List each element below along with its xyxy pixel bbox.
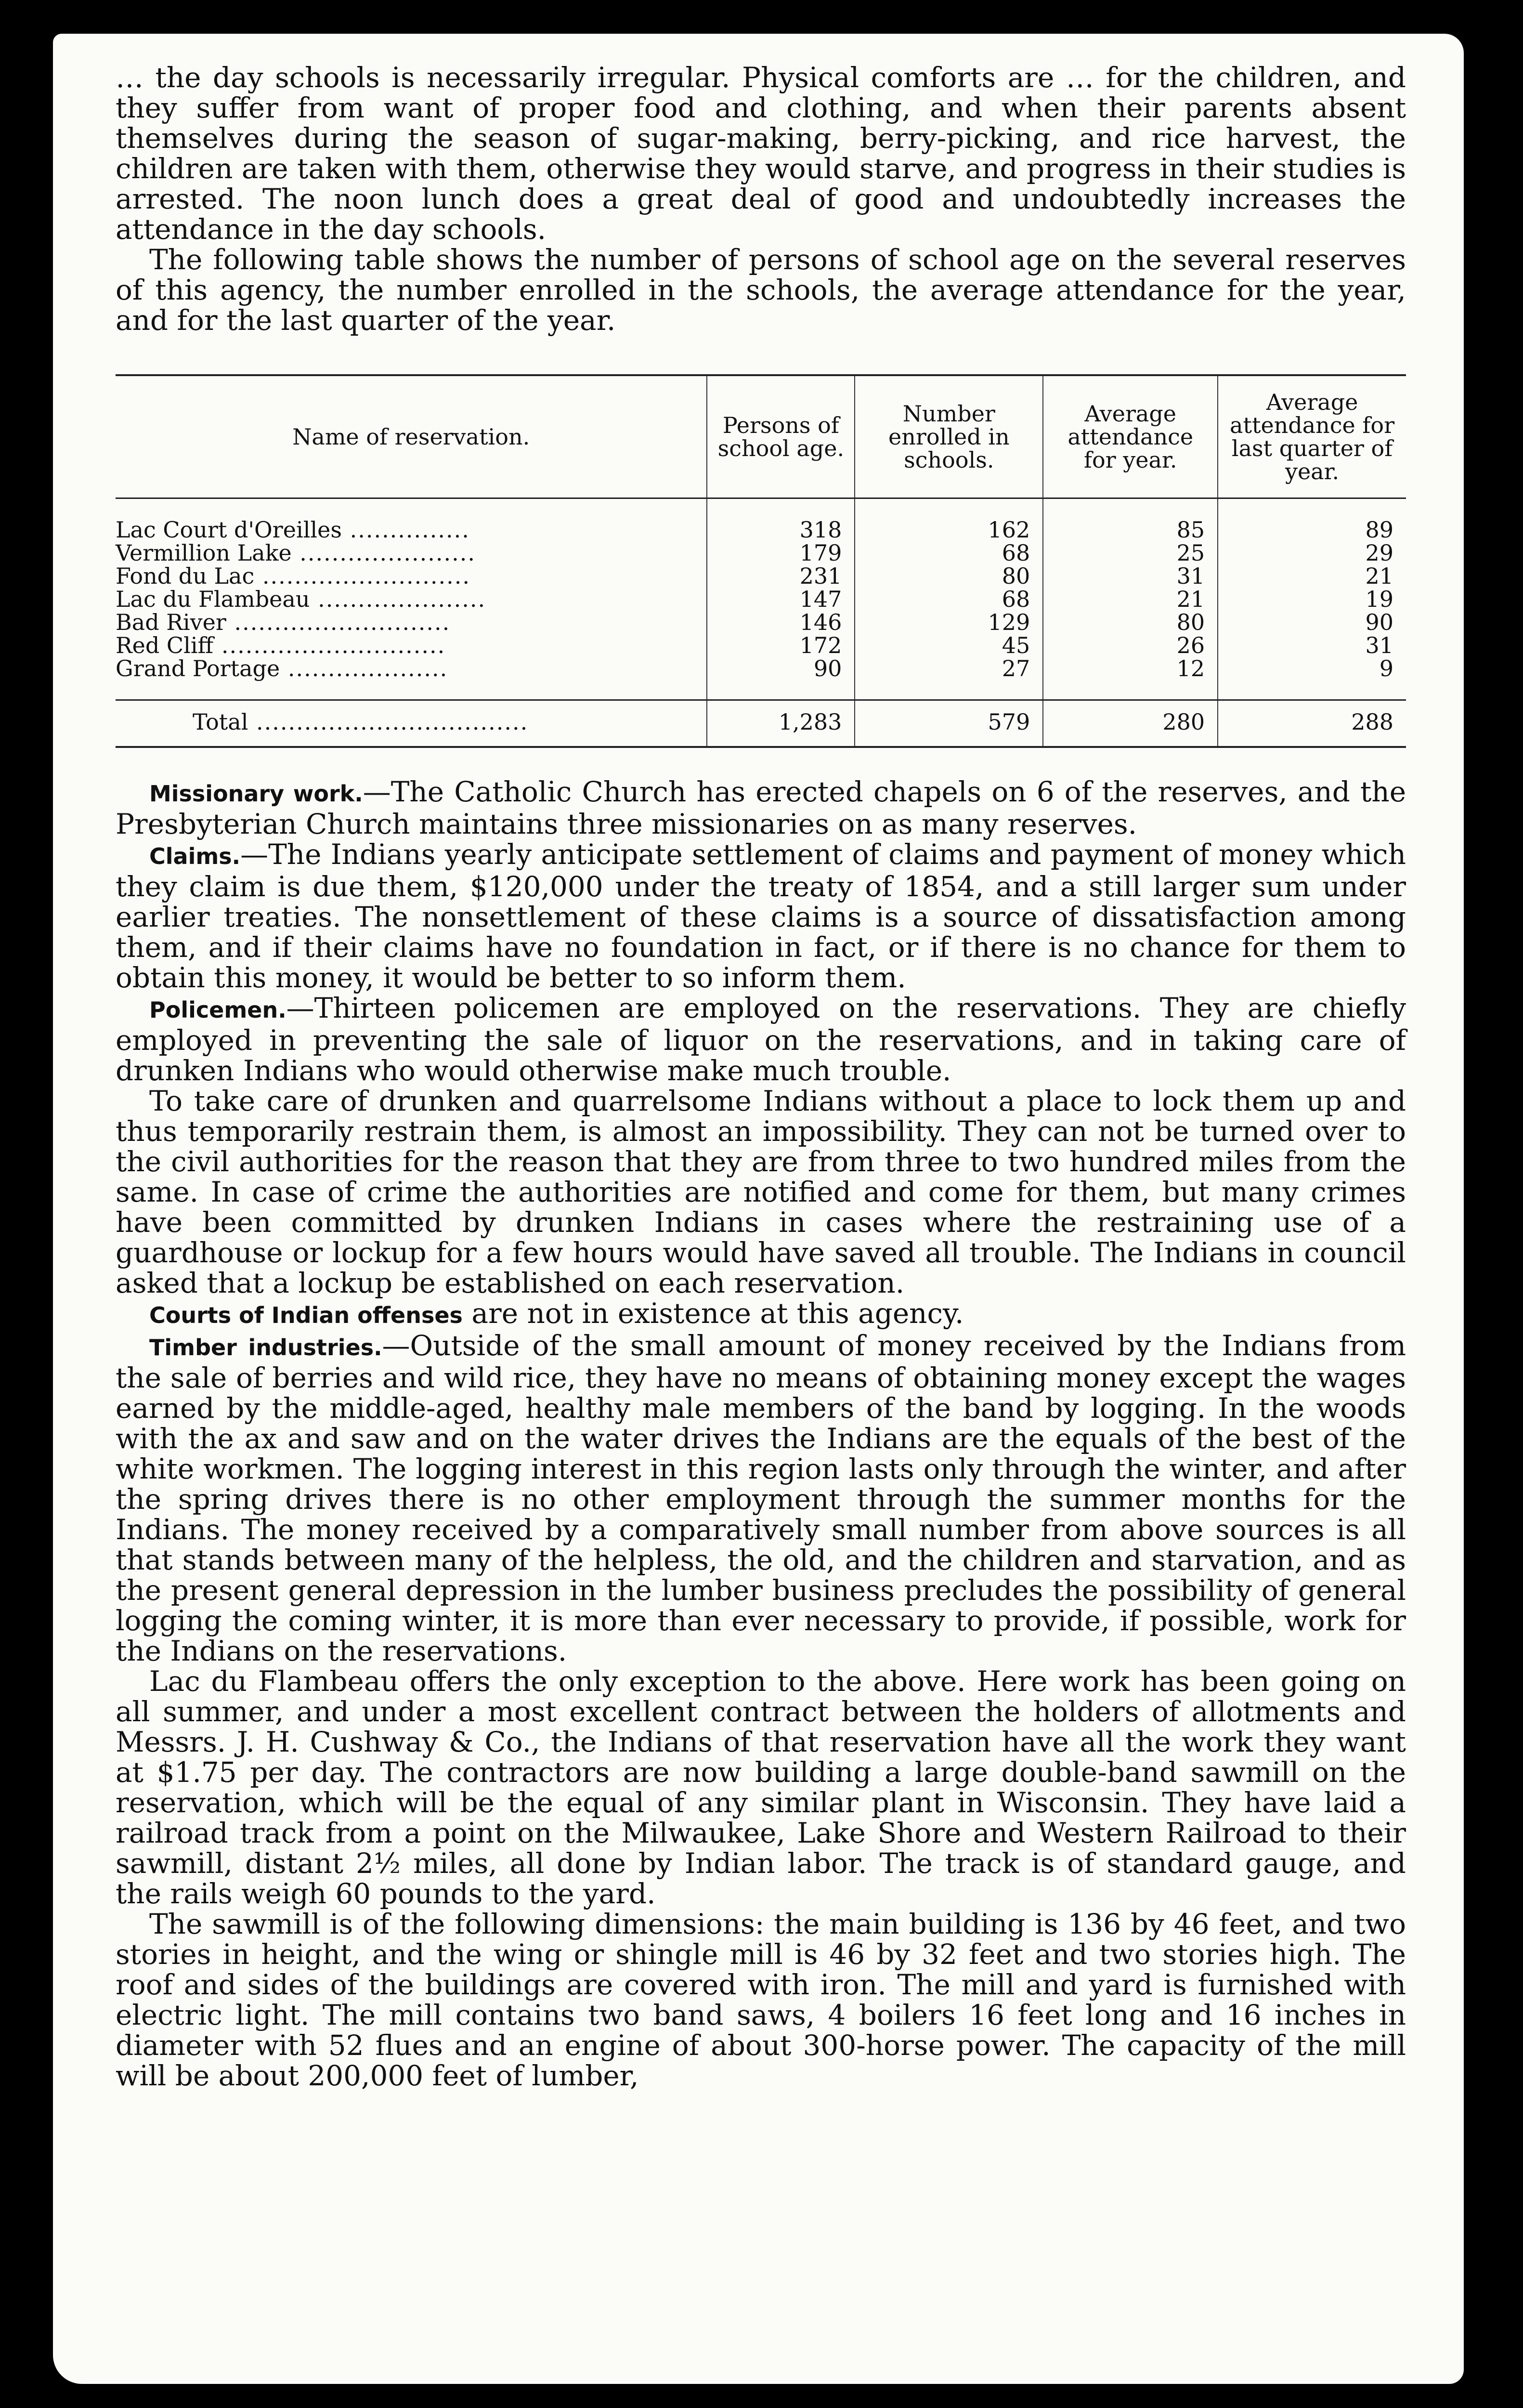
table-total-row: Total .................................. 1,283 579 280 288 [116, 700, 1406, 747]
reservation-name: Vermillion Lake [116, 540, 292, 566]
header-avg-quarter: Average attendance for last quarter of year. [1218, 375, 1406, 498]
cell-avg-year: 85 [1043, 498, 1218, 542]
section-heading: Timber industries. [149, 1335, 382, 1361]
cell-enrolled: 68 [855, 541, 1043, 564]
page-content [116, 63, 1406, 2091]
total-avg-year: 280 [1043, 700, 1218, 747]
section-text: —Outside of the small amount of money received by the Indians from the sale of berries and wild rice, they have no means of obtaining money except the wages earned by the middle-aged, healthy male members of the band by logging. In the woods with the ax and saw and on the water drives the Indians are the equals of the best of the white workmen. The logging interest in this region lasts only through the winter, and after the spring drives there is no other employment through the summer months for the Indians. The money received by a comparatively small number from above sources is all that stands between many of the helpless, the old, and the children and starvation, and as the present general depression in the lumber business precludes the possibility of general logging the coming winter, it is more than ever necessary to provide, if possible, work for the Indians on the reservations. [116, 1329, 1406, 1667]
cell-enrolled: 27 [855, 657, 1043, 700]
reservation-name: Fond du Lac [116, 563, 255, 589]
section-heading: Missionary work. [149, 781, 363, 807]
cell-enrolled: 129 [855, 611, 1043, 634]
section-text: —Thirteen policemen are employed on the reservations. They are chiefly employed in preventing the sale of liquor on the reservations, and in taking care of drunken Indians who would otherwise make much trouble. [116, 992, 1406, 1087]
reservation-name: Lac Court d'Oreilles [116, 517, 342, 543]
table-row: Lac du Flambeau ..................... 147 68 21 19 [116, 588, 1406, 611]
cell-avg-quarter: 29 [1218, 541, 1406, 564]
section-courts [116, 1298, 1406, 1331]
table-row: Lac Court d'Oreilles ............... 318 162 85 89 [116, 498, 1406, 542]
header-avg-year: Average attendance for year. [1043, 375, 1218, 498]
cell-avg-year: 80 [1043, 611, 1218, 634]
table-row: Red Cliff ............................ 172 45 26 31 [116, 634, 1406, 657]
section-text: —The Catholic Church has erected chapels on 6 of the reserves, and the Presbyterian Church maintains three missionaries on as many reserves. [116, 775, 1406, 840]
reservation-name: Grand Portage [116, 655, 280, 681]
cell-enrolled: 68 [855, 588, 1043, 611]
paragraph-sawmill [116, 1909, 1406, 2091]
cell-avg-quarter: 31 [1218, 634, 1406, 657]
cell-enrolled: 80 [855, 564, 1043, 588]
cell-avg-quarter: 89 [1218, 498, 1406, 542]
cell-avg-quarter: 90 [1218, 611, 1406, 634]
section-text: —The Indians yearly anticipate settlement of claims and payment of money which they claim is due them, $120,000 under the treaty of 1854, and a still larger sum under earlier treaties. The nonsettlement of these claims is a source of dissatisfaction among them, and if their claims have no foundation in fact, or if there is no chance for them to obtain this money, it would be better to so inform them. [116, 838, 1406, 994]
header-school-age: Persons of school age. [707, 375, 855, 498]
paragraph-lac-du-flambeau [116, 1666, 1406, 1909]
table-row: Fond du Lac .......................... 231 80 31 21 [116, 564, 1406, 588]
section-timber-industries [116, 1331, 1406, 1666]
school-attendance-table [116, 374, 1406, 748]
document-page [53, 34, 1464, 2384]
table-row: Vermillion Lake ...................... 179 68 25 29 [116, 541, 1406, 564]
cell-avg-quarter: 21 [1218, 564, 1406, 588]
cell-enrolled: 162 [855, 498, 1043, 542]
cell-school-age: 179 [707, 541, 855, 564]
cell-avg-quarter: 19 [1218, 588, 1406, 611]
cell-avg-year: 21 [1043, 588, 1218, 611]
section-heading: Policemen. [149, 997, 286, 1023]
header-enrolled: Number enrolled in schools. [855, 375, 1043, 498]
table-row: Grand Portage .................... 90 27 12 9 [116, 657, 1406, 700]
table-header-row [116, 375, 1406, 498]
cell-school-age: 146 [707, 611, 855, 634]
cell-enrolled: 45 [855, 634, 1043, 657]
paragraph-table-intro: The following table shows the number of persons of school age on the several reserves of this agency, the number enrolled in the schools, the average attendance for the year, and for the last quarter of the year. [116, 243, 1406, 337]
total-enrolled: 579 [855, 700, 1043, 747]
table-row: Bad River ........................... 146 129 80 90 [116, 611, 1406, 634]
reservation-name: Lac du Flambeau [116, 586, 310, 612]
cell-school-age: 90 [707, 657, 855, 700]
total-label: Total [193, 709, 248, 735]
paragraph-lockup [116, 1086, 1406, 1298]
cell-school-age: 231 [707, 564, 855, 588]
total-school-age: 1,283 [707, 700, 855, 747]
section-heading: Courts of Indian offenses [149, 1302, 463, 1328]
cell-school-age: 318 [707, 498, 855, 542]
cell-avg-quarter: 9 [1218, 657, 1406, 700]
paragraph-day-schools: … the day schools is necessarily irregular. Physical comforts are … for the children, and they suffer from want of proper food and clothing, and when their parents absent themselves during the season of sugar-making, berry-picking, and rice harvest, the children are taken with them, otherwise they would starve, and progress in their studies is arrested. The noon lunch does a great deal of good and undoubtedly increases the attendance in the day schools. [116, 61, 1406, 246]
total-avg-quarter: 288 [1218, 700, 1406, 747]
section-text: are not in existence at this agency. [462, 1297, 964, 1330]
section-claims [116, 839, 1406, 993]
section-text: Lac du Flambeau offers the only exception to the above. Here work has been going on all summer, and under a most excellent contract between the holders of allotments and Messrs. J. H. Cushway & Co., the Indians of that reservation have all the work they want at $1.75 per day. The contractors are now building a large double-band sawmill on the reservation, which will be the equal of any similar plant in Wisconsin. They have laid a railroad track from a point on the Milwaukee, Lake Shore and Western Railroad to their sawmill, distant 2½ miles, all done by Indian labor. The track is of standard gauge, and the rails weigh 60 pounds to the yard. [116, 1665, 1406, 1910]
reservation-name: Red Cliff [116, 632, 214, 658]
section-missionary-work [116, 777, 1406, 839]
cell-avg-year: 12 [1043, 657, 1218, 700]
section-text: The sawmill is of the following dimensions: the main building is 136 by 46 feet, and two stories in height, and the wing or shingle mill is 46 by 32 feet and two stories high. The roof and sides of the buildings are covered with iron. The mill and yard is furnished with electric light. The mill contains two band saws, 4 boilers 16 feet long and 16 inches in diameter with 52 flues and an engine of about 300-horse power. The capacity of the mill will be about 200,000 feet of lumber, [116, 1908, 1406, 2092]
header-reservation: Name of reservation. [116, 375, 707, 498]
cell-school-age: 172 [707, 634, 855, 657]
section-heading: Claims. [149, 843, 241, 869]
cell-school-age: 147 [707, 588, 855, 611]
section-policemen [116, 993, 1406, 1086]
reservation-name: Bad River [116, 609, 226, 635]
cell-avg-year: 26 [1043, 634, 1218, 657]
section-text: To take care of drunken and quarrelsome Indians without a place to lock them up and thus temporarily restrain them, is almost an impossibility. They can not be turned over to the civil authorities for the reason that they are from three to two hundred miles from the same. In case of crime the authorities are notified and come for them, but many crimes have been committed by drunken Indians in cases where the restraining use of a guardhouse or lockup for a few hours would have saved all trouble. The Indians in council asked that a lockup be established on each reservation. [116, 1085, 1406, 1299]
cell-avg-year: 31 [1043, 564, 1218, 588]
cell-avg-year: 25 [1043, 541, 1218, 564]
